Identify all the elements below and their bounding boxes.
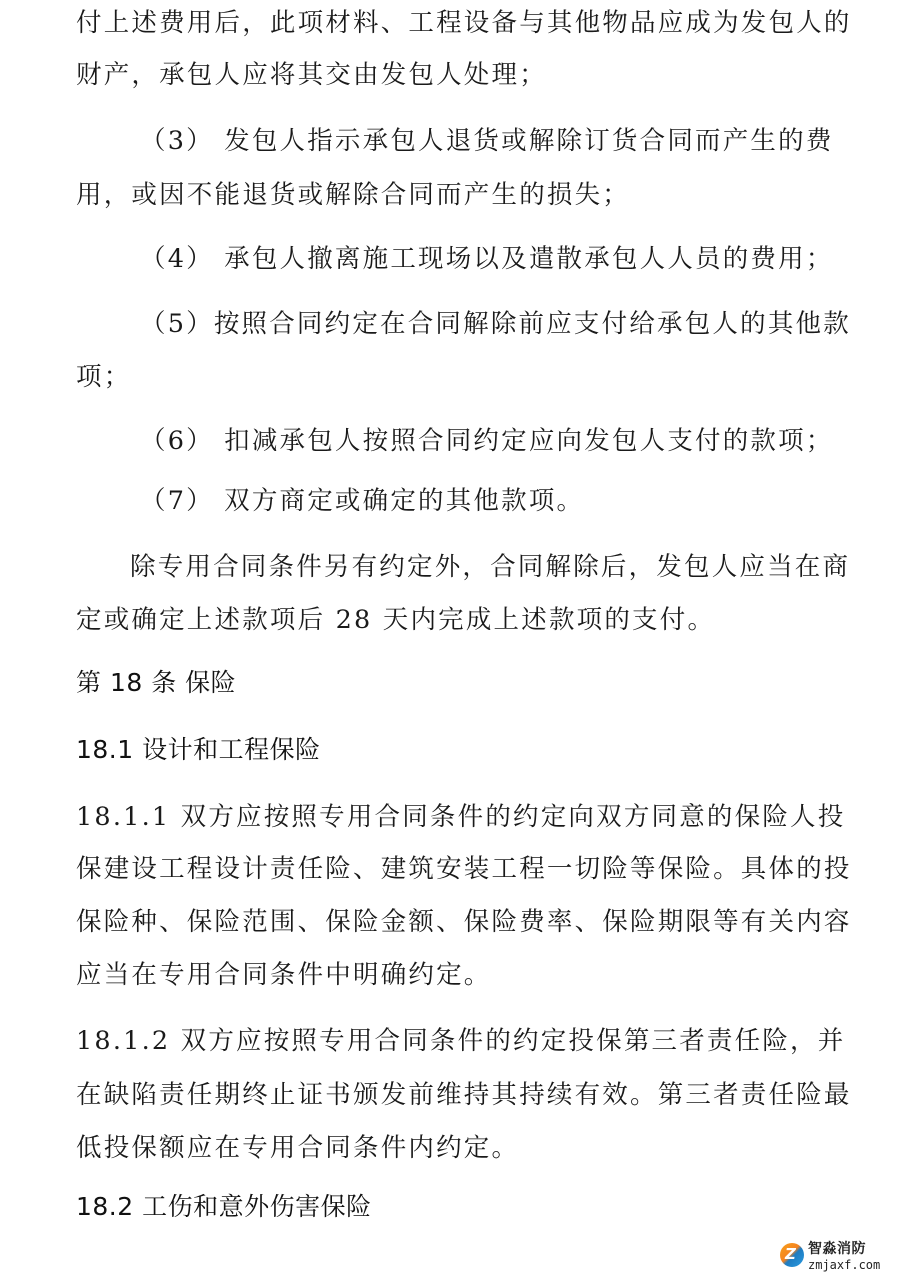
list-item-3: （3） 发包人指示承包人退货或解除订货合同而产生的费: [140, 126, 834, 156]
watermark-logo: [780, 1238, 880, 1272]
subsection-title-18-2: 18.2 工伤和意外伤害保险: [76, 1192, 372, 1221]
zm-logo-icon: [780, 1243, 804, 1267]
text-line: 付上述费用后，此项材料、工程设备与其他物品应成为发包人的: [76, 8, 852, 38]
clause-18-1-2-line: 低投保额应在专用合同条件内约定。: [76, 1133, 520, 1163]
text-line: 用，或因不能退货或解除合同而产生的损失；: [76, 180, 631, 210]
watermark-name: 智淼消防: [808, 1241, 866, 1257]
clause-18-1-1-line: 保建设工程设计责任险、建筑安装工程一切险等保险。具体的投: [76, 854, 852, 884]
text-line: 定或确定上述款项后 28 天内完成上述款项的支付。: [76, 605, 716, 635]
list-item-5: （5）按照合同约定在合同解除前应支付给承包人的其他款: [140, 309, 851, 339]
list-item-7: （7） 双方商定或确定的其他款项。: [140, 486, 585, 516]
paragraph-start: 除专用合同条件另有约定外，合同解除后，发包人应当在商: [130, 552, 851, 582]
subsection-title-18-1: 18.1 设计和工程保险: [76, 735, 321, 764]
clause-18-1-2-line: 在缺陷责任期终止证书颁发前维持其持续有效。第三者责任险最: [76, 1080, 852, 1110]
text-line: 项；: [76, 362, 132, 392]
clause-18-1-1-line: 保险种、保险范围、保险金额、保险费率、保险期限等有关内容: [76, 907, 852, 937]
section-title: 第 18 条 保险: [76, 668, 237, 697]
list-item-6: （6） 扣减承包人按照合同约定应向发包人支付的款项；: [140, 426, 834, 456]
list-item-4: （4） 承包人撤离施工现场以及遣散承包人人员的费用；: [140, 244, 834, 274]
clause-18-1-1-line: 应当在专用合同条件中明确约定。: [76, 960, 492, 990]
text-line: 财产，承包人应将其交由发包人处理；: [76, 60, 547, 90]
watermark-url: zmjaxf.com: [808, 1258, 881, 1272]
clause-18-1-2-line: 18.1.2 双方应按照专用合同条件的约定投保第三者责任险，并: [76, 1026, 846, 1056]
clause-18-1-1-line: 18.1.1 双方应按照专用合同条件的约定向双方同意的保险人投: [76, 802, 846, 832]
